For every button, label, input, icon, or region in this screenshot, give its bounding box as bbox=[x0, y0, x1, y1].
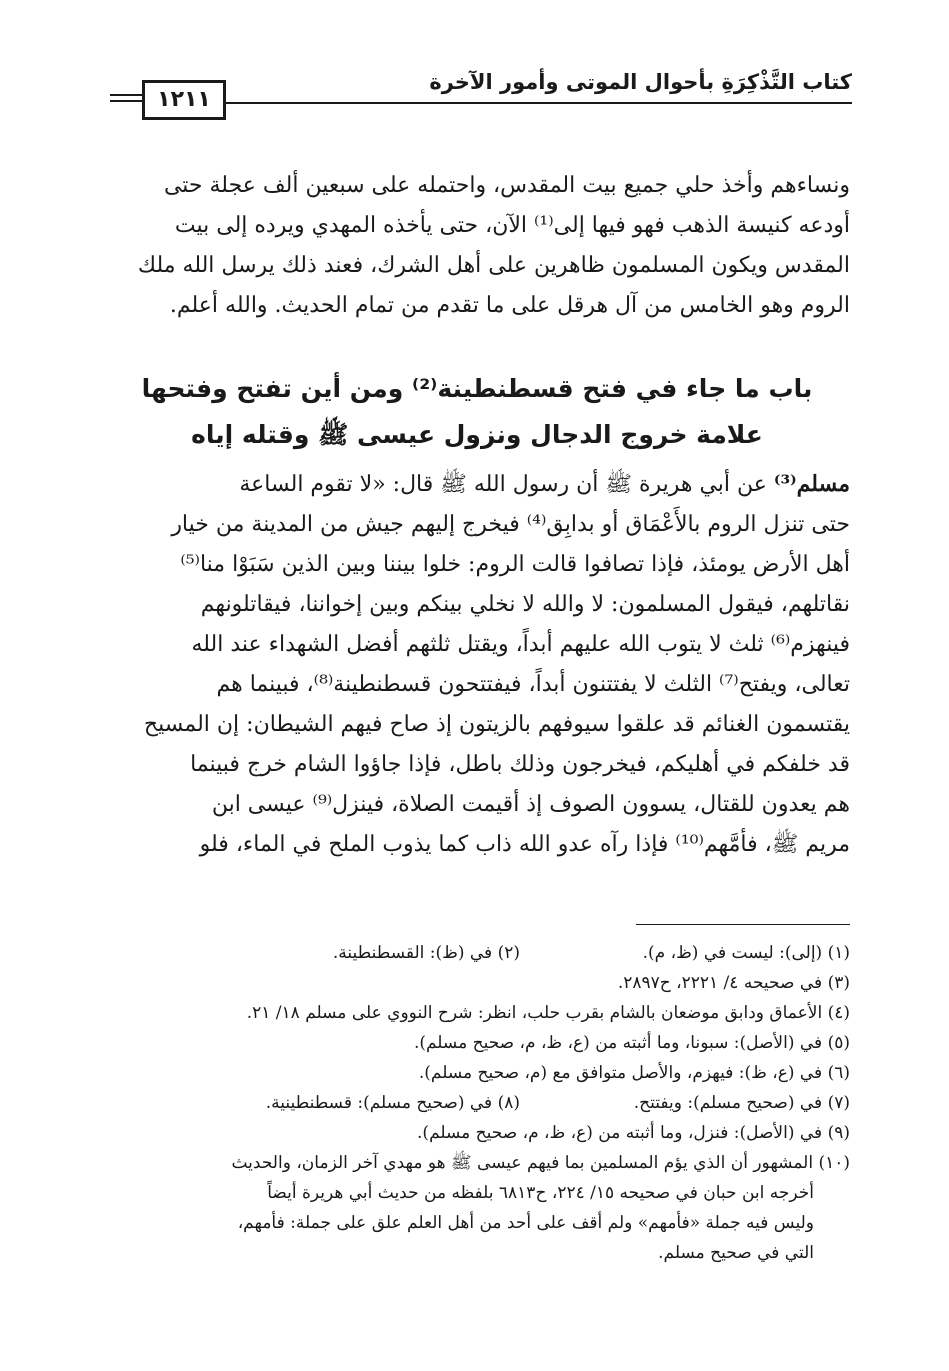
footnote-separator bbox=[636, 924, 850, 925]
text-line: مريم ﷺ، فأمَّهم⁽¹⁰⁾ فإذا رآه عدو الله ذاب كما يذوب الملح في الماء، فلو bbox=[199, 832, 850, 857]
text-line: قد خلفكم في أهليكم، فيخرجون وذلك باطل، فإذا جاؤوا الشام خرج فبينما bbox=[190, 752, 850, 777]
chapter-heading bbox=[104, 366, 850, 458]
text-line: هم يعدون للقتال، يسوون الصوف إذ أقيمت الصلاة، فينزل⁽⁹⁾ عيسى ابن bbox=[211, 792, 850, 817]
text-line: يقتسمون الغنائم قد علقوا سيوفهم بالزيتون إذ صاح فيهم الشيطان: إن المسيح bbox=[143, 712, 850, 737]
text-line bbox=[104, 464, 850, 505]
footnote-line: وليس فيه جملة «فأمهم» ولم أقف على أحد من أهل العلم علق على جملة: فأمهم، bbox=[237, 1213, 814, 1233]
footnote-row bbox=[104, 1028, 850, 1058]
book-title: كتاب التَّذْكِرَةِ بأحوال الموتى وأمور الآخرة bbox=[429, 70, 852, 94]
footnote-2: (٢) في (ظ): القسطنطينة. bbox=[332, 943, 520, 963]
footnote-9: (٩) في (الأصل): فنزل، وما أثبته من (ع، ظ، م، صحيح مسلم). bbox=[417, 1123, 850, 1143]
hadith-paragraph bbox=[104, 464, 850, 865]
footnote-7: (٧) في (صحيح مسلم): ويفتتح. bbox=[633, 1093, 850, 1113]
footnote-4: (٤) الأعماق ودابق موضعان بالشام بقرب حلب، انظر: شرح النووي على مسلم ١٨/ ٢١. bbox=[246, 1003, 850, 1023]
footnote-row bbox=[104, 968, 850, 998]
footnotes bbox=[104, 938, 850, 1268]
text-line: حتى تنزل الروم بالأَعْمَاق أو بدابِق⁽⁴⁾ فيخرج إليهم جيش من المدينة من خيار bbox=[171, 512, 850, 537]
footnote-10 bbox=[104, 1148, 850, 1268]
source-label: مسلم⁽³⁾ bbox=[773, 471, 850, 497]
text-line: أهل الأرض يومئذ، فإذا تصافوا قالت الروم: خلوا بيننا وبين الذين سَبَوْا منا⁽⁵⁾ bbox=[180, 552, 850, 577]
footnote-8: (٨) في (صحيح مسلم): قسطنطينية. bbox=[265, 1093, 520, 1113]
text-line: فينهزم⁽⁶⁾ ثلث لا يتوب الله عليهم أبداً، ويقتل ثلثهم أفضل الشهداء عند الله bbox=[191, 632, 850, 657]
text-line: تعالى، ويفتح⁽⁷⁾ الثلث لا يفتتنون أبداً، فيفتتحون قسطنطينة⁽⁸⁾، فبينما هم bbox=[216, 672, 850, 697]
footnote-line: (١٠) المشهور أن الذي يؤم المسلمين بما فيهم عيسى ﷺ هو مهدي آخر الزمان، والحديث bbox=[231, 1153, 850, 1173]
header-rule-right bbox=[226, 102, 852, 104]
text-line: الروم وهو الخامس من آل هرقل على ما تقدم من تمام الحديث. والله أعلم. bbox=[169, 293, 850, 318]
footnote-row bbox=[104, 1088, 850, 1118]
heading-line: باب ما جاء في فتح قسطنطينة⁽²⁾ ومن أين تفتح وفتحها bbox=[141, 374, 813, 403]
text-line: المقدس ويكون المسلمون ظاهرين على أهل الشرك، فعند ذلك يرسل الله ملك bbox=[137, 253, 850, 278]
text-line: ونساءهم وأخذ حلي جميع بيت المقدس، واحتمله على سبعين ألف عجلة حتى bbox=[163, 173, 850, 198]
heading-line: علامة خروج الدجال ونزول عيسى ﷺ وقتله إياه bbox=[191, 420, 763, 449]
footnote-3: (٣) في صحيحه ٤/ ٢٢٢١، ح٢٨٩٧. bbox=[617, 973, 850, 993]
header-rule-left-bottom bbox=[110, 100, 142, 102]
header-rule-left-top bbox=[110, 94, 142, 96]
footnote-row bbox=[104, 998, 850, 1028]
footnote-row bbox=[104, 1118, 850, 1148]
footnote-6: (٦) في (ع، ظ): فيهزم، والأصل متوافق مع (م، صحيح مسلم). bbox=[418, 1063, 850, 1083]
page-number: ١٢١١ bbox=[142, 80, 226, 120]
text-line: أودعه كنيسة الذهب فهو فيها إلى⁽¹⁾ الآن، حتى يأخذه المهدي ويرده إلى بيت bbox=[174, 213, 850, 238]
footnote-row bbox=[104, 1058, 850, 1088]
footnote-row bbox=[104, 938, 850, 968]
footnote-5: (٥) في (الأصل): سبونا، وما أثبته من (ع، ظ، م، صحيح مسلم). bbox=[413, 1033, 850, 1053]
footnote-1: (١) (إلى): ليست في (ظ، م). bbox=[642, 943, 850, 963]
paragraph-continuation bbox=[104, 166, 850, 326]
text-segment: عن أبي هريرة ﷺ أن رسول الله ﷺ قال: «لا تقوم الساعة bbox=[239, 472, 774, 497]
text-line: نقاتلهم، فيقول المسلمون: لا والله لا نخلي بينكم وبين إخواننا، فيقاتلونهم bbox=[200, 592, 850, 617]
footnote-line: أخرجه ابن حبان في صحيحه ١٥/ ٢٢٤، ح٦٨١٣ بلفظه من حديث أبي هريرة أيضاً bbox=[267, 1183, 814, 1203]
footnote-line: التي في صحيح مسلم. bbox=[658, 1243, 814, 1263]
running-header bbox=[110, 66, 852, 122]
